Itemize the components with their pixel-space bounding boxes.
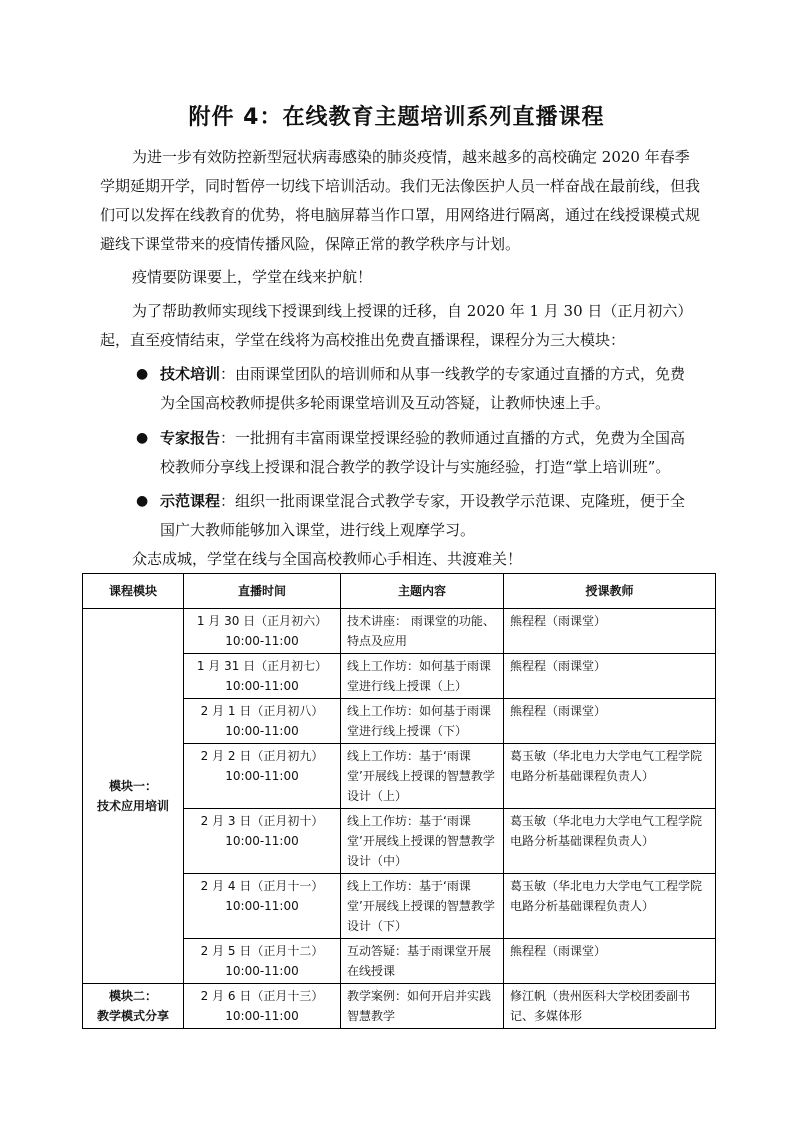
intro-text-1: 为进一步有效防控新型冠状病毒感染的肺炎疫情，越来越多的高校确定 2020 年春季学期延期开学，同时暂停一切线下培训活动。我们无法像医护人员一样奋战在最前线，但我们可以发挥在线教育的优势，将电脑屏幕当作口罩，用网络进行隔离，通过在线授课模式规避线下课堂带来的疫情传播风险，保障正常的教学秩序与计划。 (100, 148, 701, 253)
teacher-cell: 熊程程（雨课堂） (504, 654, 716, 699)
date-text: 2 月 6 日（正月十三） (200, 989, 324, 1003)
time-cell (184, 654, 341, 699)
module-cell-2 (83, 984, 184, 1029)
topic-cell: 技术讲座： 雨课堂的功能、特点及应用 (341, 609, 504, 654)
time-text: 10:00-11:00 (225, 964, 299, 978)
table-row (83, 984, 716, 1029)
bullet-item-demo-course (100, 487, 700, 545)
teacher-cell: 熊程程（雨课堂） (504, 699, 716, 744)
teacher-cell: 熊程程（雨课堂） (504, 939, 716, 984)
module-name: 教学模式分享 (96, 1009, 169, 1023)
intro-paragraph-1 (100, 143, 700, 259)
closing-text: 众志成城，学堂在线与全国高校教师心手相连、共渡难关！ (132, 550, 523, 568)
intro-paragraph-2 (100, 263, 700, 292)
header-topic: 主题内容 (341, 574, 504, 609)
topic-cell: 线上工作坊：如何基于雨课堂进行线上授课（下） (341, 699, 504, 744)
time-cell (184, 984, 341, 1029)
course-schedule-table (82, 573, 716, 1029)
closing-paragraph (100, 545, 700, 574)
time-text: 10:00-11:00 (225, 769, 299, 783)
topic-cell: 线上工作坊：基于‘雨课堂’开展线上授课的智慧教学设计（下） (341, 874, 504, 939)
time-text: 10:00-11:00 (225, 1009, 299, 1023)
bullet-dot-icon: ● (136, 366, 149, 382)
teacher-cell: 葛玉敏（华北电力大学电气工程学院电路分析基础课程负责人） (504, 809, 716, 874)
header-module: 课程模块 (83, 574, 184, 609)
date-text: 2 月 4 日（正月十一） (200, 879, 324, 893)
topic-cell: 线上工作坊：基于‘雨课堂’开展线上授课的智慧教学设计（中） (341, 809, 504, 874)
teacher-cell: 葛玉敏（华北电力大学电气工程学院电路分析基础课程负责人） (504, 744, 716, 809)
time-text: 10:00-11:00 (225, 834, 299, 848)
time-cell (184, 699, 341, 744)
page-title: 附件 4：在线教育主题培训系列直播课程 (188, 105, 605, 130)
topic-cell: 教学案例：如何开启并实践智慧教学 (341, 984, 504, 1029)
bullet-item-expert-report (100, 424, 700, 482)
module-label: 模块二： (108, 989, 157, 1003)
date-text: 1 月 30 日（正月初六） (196, 614, 328, 628)
teacher-cell: 熊程程（雨课堂） (504, 609, 716, 654)
time-cell (184, 809, 341, 874)
topic-cell: 互动答疑：基于雨课堂开展在线授课 (341, 939, 504, 984)
bullet-text: ：一批拥有丰富雨课堂授课经验的教师通过直播的方式，免费为全国高校教师分享线上授课和混合教学的教学设计与实施经验，打造“掌上培训班”。 (160, 429, 686, 476)
date-text: 2 月 1 日（正月初八） (200, 704, 324, 718)
time-text: 10:00-11:00 (225, 634, 299, 648)
intro-text-2: 疫情要防课要上，学堂在线来护航！ (132, 268, 373, 286)
time-cell (184, 874, 341, 939)
bullet-head: 技术培训 (160, 365, 221, 383)
date-text: 2 月 2 日（正月初九） (200, 749, 324, 763)
module-name: 技术应用培训 (96, 799, 169, 813)
teacher-cell: 葛玉敏（华北电力大学电气工程学院电路分析基础课程负责人） (504, 874, 716, 939)
date-text: 1 月 31 日（正月初七） (196, 659, 328, 673)
bullet-dot-icon: ● (136, 430, 149, 446)
header-time: 直播时间 (184, 574, 341, 609)
module-label: 模块一： (108, 779, 157, 793)
date-text: 2 月 5 日（正月十二） (200, 944, 324, 958)
table-header-row (83, 574, 716, 609)
bullet-dot-icon: ● (136, 493, 149, 509)
bullet-item-tech-training (100, 360, 700, 418)
time-cell (184, 744, 341, 809)
intro-text-3: 为了帮助教师实现线下授课到线上授课的迁移，自 2020 年 1 月 30 日（正月初六）起，直至疫情结束，学堂在线将为高校推出免费直播课程，课程分为三大模块： (100, 302, 693, 349)
topic-cell: 线上工作坊：基于‘雨课堂’开展线上授课的智慧教学设计（上） (341, 744, 504, 809)
bullet-text: ：组织一批雨课堂混合式教学专家，开设教学示范课、克隆班，便于全国广大教师能够加入课堂，进行线上观摩学习。 (160, 492, 686, 539)
header-teacher: 授课教师 (504, 574, 716, 609)
module-cell-1 (83, 609, 184, 984)
bullet-head: 专家报告 (160, 429, 221, 447)
time-text: 10:00-11:00 (225, 724, 299, 738)
bullet-head: 示范课程 (160, 492, 221, 510)
teacher-cell: 修江帆（贵州医科大学校团委副书记、多媒体形 (504, 984, 716, 1029)
time-cell (184, 939, 341, 984)
time-text: 10:00-11:00 (225, 899, 299, 913)
table-row (83, 609, 716, 654)
time-text: 10:00-11:00 (225, 679, 299, 693)
bullet-text: ：由雨课堂团队的培训师和从事一线教学的专家通过直播的方式，免费为全国高校教师提供多轮雨课堂培训及互动答疑，让教师快速上手。 (160, 365, 686, 412)
time-cell (184, 609, 341, 654)
topic-cell: 线上工作坊：如何基于雨课堂进行线上授课（上） (341, 654, 504, 699)
intro-paragraph-3 (100, 297, 700, 355)
date-text: 2 月 3 日（正月初十） (200, 814, 324, 828)
